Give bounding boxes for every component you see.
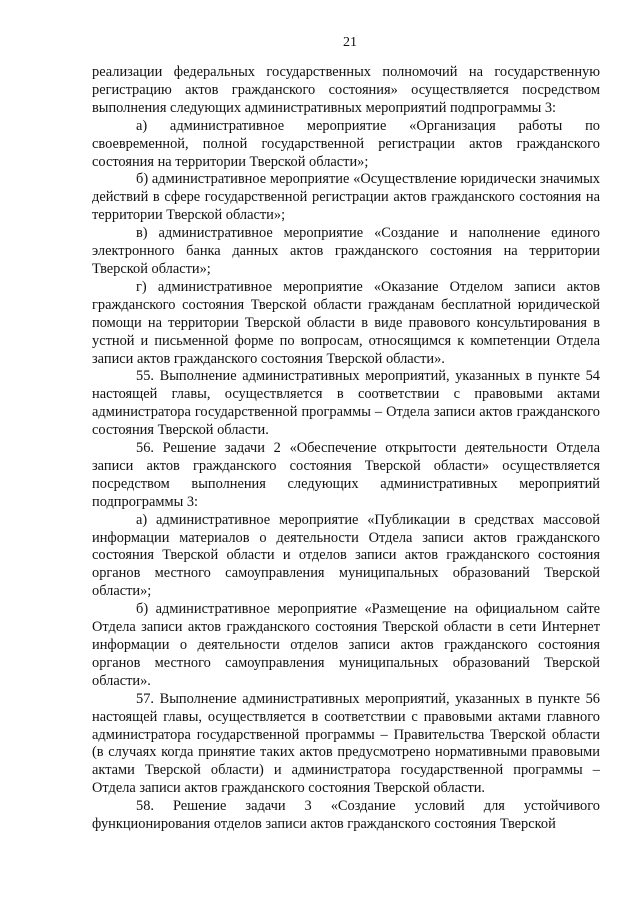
paragraph-item-b: б) административное мероприятие «Осуществление юридически значимых действий в сфере государственной регистрации актов гражданского состояния на территории Тверской области»; xyxy=(92,171,600,224)
paragraph-item-a: а) административное мероприятие «Организация работы по своевременной, полной государственной регистрации актов гражданского состояния на территории Тверской области»; xyxy=(92,117,600,170)
paragraph-55: 55. Выполнение административных мероприятий, указанных в пункте 54 настоящей главы, осуществляется в соответствии с правовыми актами администратора государственной программы – Отдела записи актов гражданского состояния Тверской области. xyxy=(92,368,600,439)
page-number: 21 xyxy=(343,35,357,50)
paragraph-item-d: г) административное мероприятие «Оказание Отделом записи актов гражданского состояния Тверской области гражданам бесплатной юридической помощи на территории Тверской области в виде правового консультирования в устной и письменной форме по вопросам, относящимся к компетенции Отдела записи актов гражданского состояния Тверской области». xyxy=(92,278,600,367)
paragraph-continuation: реализации федеральных государственных полномочий на государственную регистрацию актов гражданского состояния» осуществляется посредством выполнения следующих административных мероприятий подпрограммы 3: xyxy=(92,64,600,116)
paragraph-56: 56. Решение задачи 2 «Обеспечение открытости деятельности Отдела записи актов гражданского состояния Тверской области» осуществляется посредством выполнения следующих административных мероприятий подпрограммы 3: xyxy=(92,440,600,510)
paragraph-item-c: в) административное мероприятие «Создание и наполнение единого электронного банка данных актов гражданского состояния на территории Тверской области»; xyxy=(92,225,600,277)
paragraph-56-item-b: б) административное мероприятие «Размещение на официальном сайте Отдела записи актов гражданского состояния Тверской области в сети Интернет информации о деятельности отделов записи актов гражданского состояния органов местного самоуправления муниципальных образований Тверской области». xyxy=(92,601,600,689)
paragraph-56-item-a: а) административное мероприятие «Публикации в средствах массовой информации материалов о деятельности Отдела записи актов гражданского состояния Тверской области и отделов записи актов гражданского состояния органов местного самоуправления муниципальных образований Тверской области»; xyxy=(92,511,600,600)
paragraph-58: 58. Решение задачи 3 «Создание условий для устойчивого функционирования отделов записи актов гражданского состояния Тверской xyxy=(92,798,600,833)
paragraph-57: 57. Выполнение административных мероприятий, указанных в пункте 56 настоящей главы, осуществляется в соответствии с правовыми актами главного администратора государственной программы – Правительства Тверской области (в случаях когда принятие таких актов предусмотрено нормативными правовыми актами Тверской области) и администратора государственной программы – Отдела записи актов гражданского состояния Тверской области. xyxy=(92,690,600,797)
